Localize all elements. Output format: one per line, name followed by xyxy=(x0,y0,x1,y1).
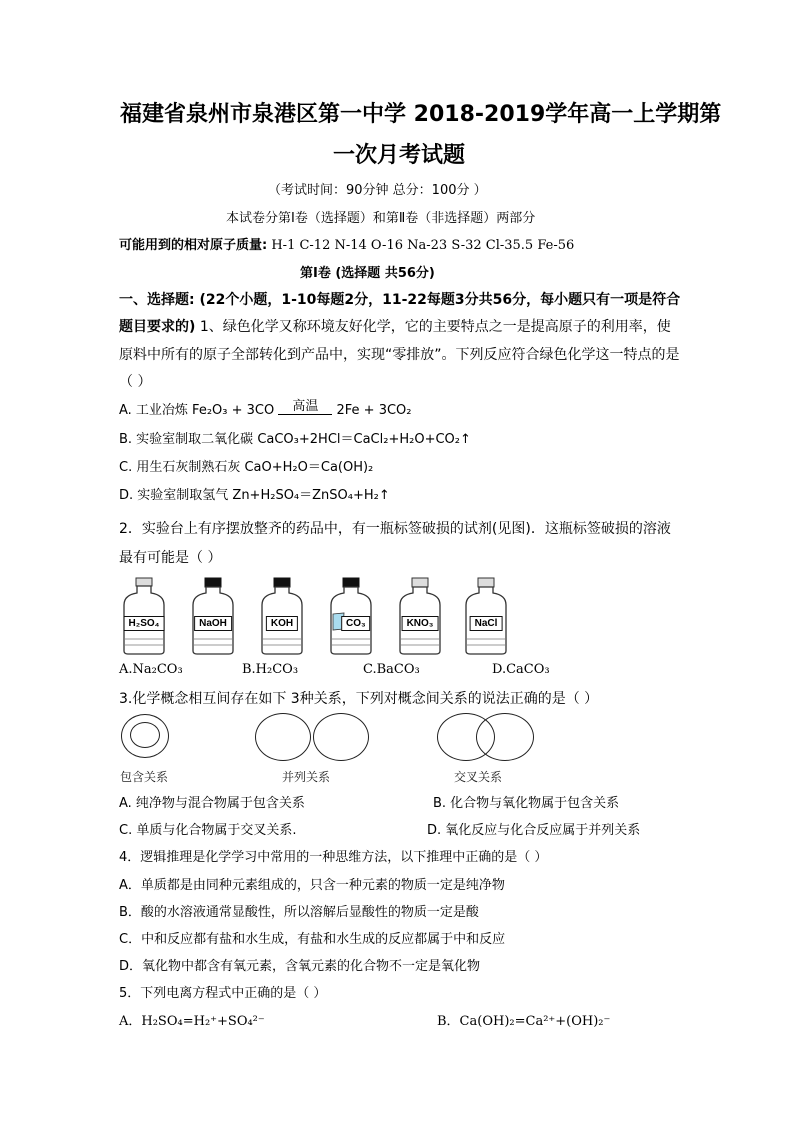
parallel-circle-left xyxy=(255,713,311,761)
q1-text-line1 xyxy=(119,316,671,336)
q1-option-d-text: D. 实验室制取氢气 Zn+H xyxy=(119,488,271,503)
q3-option-c: C. 单质与化合物属于交叉关系. xyxy=(119,823,297,838)
q1-option-b-text: B. 实验室制取二氧化碳 CaCO xyxy=(119,432,294,447)
page-title-line1: 福建省泉州市泉港区第一中学 2018-2019学年高一上学期第 xyxy=(120,102,722,127)
q2-option-d: D.CaCO₃ xyxy=(492,662,550,677)
q5-option-b: B．Ca(OH)₂=Ca²⁺+(OH)₂⁻ xyxy=(437,1014,611,1029)
q4-option-a: A．单质都是由同种元素组成的，只含一种元素的物质一定是纯净物 xyxy=(119,878,505,893)
bottle-naoh xyxy=(189,577,237,655)
diagram-label-parallel: 并列关系 xyxy=(282,770,331,784)
q2-text-line2: 最有可能是（ ） xyxy=(119,550,222,566)
section-title: 第Ⅰ卷 (选择题 共56分) xyxy=(300,266,435,281)
bottle-row xyxy=(120,577,520,659)
atomic-mass-values: H-1 C-12 N-14 O-16 Na-23 S-32 Cl-35.5 Fe-56 xyxy=(267,238,575,253)
exam-parts: 本试卷分第Ⅰ卷（选择题）和第Ⅱ卷（非选择题）两部分 xyxy=(226,211,536,226)
bottle-broken-label xyxy=(327,577,375,655)
q4-option-c: C．中和反应都有盐和水生成，有盐和水生成的反应都属于中和反应 xyxy=(119,932,506,947)
q1-option-d: D. 实验室制取氢气 Zn+H₂SO₄＝ZnSO₄+H₂↑ xyxy=(119,488,390,503)
bottle-label-kno3: KNO₃ xyxy=(402,616,439,631)
bottle-label-broken: CO₃ xyxy=(341,616,371,631)
bottle-label-nacl: NaCl xyxy=(470,616,503,631)
q1-text-line3: （ ） xyxy=(119,374,152,390)
q1-text-line2: 原料中所有的原子全部转化到产品中，实现“零排放”。下列反应符合绿色化学这一特点的是 xyxy=(119,347,680,363)
q1-text-a: 1、绿色化学又称环境友好化学，它的主要特点之一是提高原子的利用率，使 xyxy=(195,319,671,335)
q1-option-a-condition: 高温 xyxy=(278,395,332,415)
q2-text-line1: 2．实验台上有序摆放整齐的药品中，有一瓶标签破损的试剂(见图)．这瓶标签破损的溶液 xyxy=(119,521,671,537)
containment-inner-circle xyxy=(130,722,160,748)
page-title-line2: 一次月考试题 xyxy=(333,143,466,168)
intersect-circle-right xyxy=(476,713,534,761)
diagram-label-intersect: 交叉关系 xyxy=(454,770,503,784)
q4-text: 4．逻辑推理是化学学习中常用的一种思维方法，以下推理中正确的是（ ） xyxy=(119,850,548,865)
q3-option-a: A. 纯净物与混合物属于包含关系 xyxy=(119,796,305,811)
bottle-label-naoh: NaOH xyxy=(194,616,232,631)
bottle-koh xyxy=(258,577,306,655)
diagram-label-containment: 包含关系 xyxy=(120,770,169,784)
exam-info: （考试时间：90分钟 总分：100分 ） xyxy=(268,183,487,198)
bottle-h2so4 xyxy=(120,577,168,655)
q5-option-a: A．H₂SO₄=H₂⁺+SO₄²⁻ xyxy=(119,1014,265,1029)
bottle-nacl xyxy=(462,577,510,655)
q3-option-d: D. 氧化反应与化合反应属于并列关系 xyxy=(427,823,641,838)
section1-intro: 一、选择题: (22个小题，1-10每题2分，11-22每题3分共56分，每小题只有一项是符合 xyxy=(119,292,681,308)
q3-option-b: B. 化合物与氧化物属于包含关系 xyxy=(433,796,620,811)
bottle-label-koh: KOH xyxy=(266,616,298,631)
bottle-kno3 xyxy=(396,577,444,655)
atomic-mass-line xyxy=(119,234,574,253)
parallel-circle-right xyxy=(313,713,369,761)
q4-option-b: B．酸的水溶液通常显酸性，所以溶解后显酸性的物质一定是酸 xyxy=(119,905,479,920)
q2-option-b: B.H₂CO₃ xyxy=(242,662,299,677)
q1-option-b: B. 实验室制取二氧化碳 CaCO₃+2HCl＝CaCl₂+H₂O+CO₂↑ xyxy=(119,432,471,447)
q2-option-c: C.BaCO₃ xyxy=(363,662,420,677)
q4-option-d: D．氧化物中都含有氧元素，含氧元素的化合物不一定是氧化物 xyxy=(119,959,481,974)
q1-option-a: A. 工业冶炼 Fe₂O₃ + 3CO 高温 2Fe + 3CO₂ xyxy=(119,399,412,419)
bottle-label-h2so4: H₂SO₄ xyxy=(124,616,165,631)
q2-option-a: A.Na₂CO₃ xyxy=(119,662,183,677)
q1-option-c-text: C. 用生石灰制熟石灰 CaO+H xyxy=(119,460,293,475)
section1-intro-end: 题目要求的) xyxy=(119,319,196,335)
atomic-mass-label: 可能用到的相对原子质量: xyxy=(119,238,268,253)
q3-text: 3.化学概念相互间存在如下 3种关系，下列对概念间关系的说法正确的是（ ） xyxy=(119,691,599,707)
q5-text: 5．下列电离方程式中正确的是（ ） xyxy=(119,986,327,1001)
q1-option-c: C. 用生石灰制熟石灰 CaO+H₂O＝Ca(OH)₂ xyxy=(119,460,374,475)
q1-option-a-text: A. 工业冶炼 Fe xyxy=(119,403,207,418)
